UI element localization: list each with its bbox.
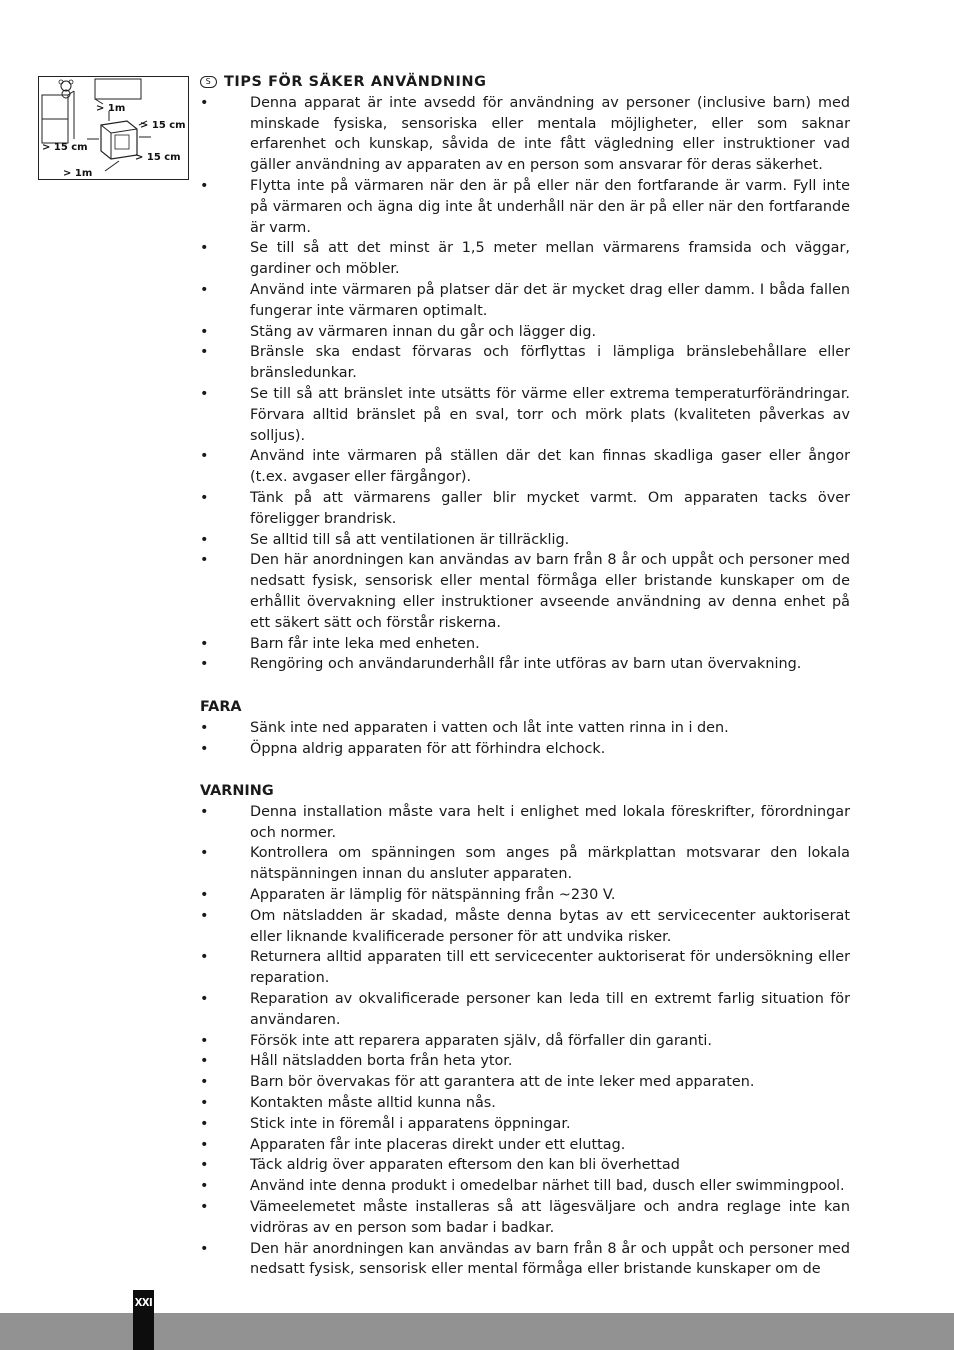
list-item: • Täck aldrig över apparaten eftersom den kan bli överhettad [200, 1155, 850, 1176]
list-item: • Öppna aldrig apparaten för att förhindra elchock. [200, 739, 850, 760]
clearance-diagram [38, 76, 189, 180]
list-item: • Flytta inte på värmaren när den är på eller när den fortfarande är varm. Fyll inte på värmaren och ägna dig inte åt underhåll när den är på eller när den fortfarande är varm. [200, 176, 850, 238]
page-number: XXI [133, 1290, 154, 1350]
list-item: • Kontakten måste alltid kunna nås. [200, 1093, 850, 1114]
list-item: • Stick inte in föremål i apparatens öppningar. [200, 1114, 850, 1135]
list-item: • Håll nätsladden borta från heta ytor. [200, 1051, 850, 1072]
list-item: • Den här anordningen kan användas av barn från 8 år och uppåt och personer med nedsatt fysisk, sensorisk eller mental förmåga eller bristande kunskaper om de erhållit övervakning eller instruktioner avseende användning av denna enhet på ett säkert sätt och förstår riskerna. [200, 550, 850, 633]
fara-heading: FARA [200, 698, 242, 715]
safety-title: TIPS FÖR SÄKER ANVÄNDNING [224, 74, 487, 90]
list-item: • Använd inte värmaren på ställen där det kan finnas skadliga gaser eller ångor (t.ex. avgaser eller färgångor). [200, 446, 850, 488]
list-item: • Se alltid till så att ventilationen är tillräcklig. [200, 530, 850, 551]
main-content [200, 72, 850, 1280]
varning-heading: VARNING [200, 783, 274, 800]
list-item: • Kontrollera om spänningen som anges på märkplattan motsvarar den lokala nätspänningen innan du ansluter apparaten. [200, 843, 850, 885]
list-item: • Denna apparat är inte avsedd för användning av personer (inclusive barn) med minskade fysiska, sensoriska eller mentala möjligheter, eller som saknar erfarenhet och kunskap, såvida de inte fått vägledning eller instruktioner vad gäller användning av apparaten av en person som ansvarar för deras säkerhet. [200, 93, 850, 176]
list-item: • Denna installation måste vara helt i enlighet med lokala föreskrifter, förordningar och normer. [200, 802, 850, 844]
list-item: • Om nätsladden är skadad, måste denna bytas av ett servicecenter auktoriserat eller liknande kvalificerade personer för att undvika risker. [200, 906, 850, 948]
list-item: • Försök inte att reparera apparaten själv, då förfaller din garanti. [200, 1031, 850, 1052]
list-item: • Barn får inte leka med enheten. [200, 634, 850, 655]
list-item: • Se till så att bränslet inte utsätts för värme eller extrema temperaturförändringar. Förvara alltid bränslet på en sval, torr och mörk plats (kvaliteten påverkas av solljus). [200, 384, 850, 446]
label-right-15cm-lower: > 15 cm [135, 152, 181, 163]
list-item: • Barn bör övervakas för att garantera att de inte leker med apparaten. [200, 1072, 850, 1093]
varning-list [200, 802, 850, 1280]
list-item: • Använd inte värmaren på platser där det är mycket drag eller damm. I båda fallen fungerar inte värmaren optimalt. [200, 280, 850, 322]
list-item: • Apparaten är lämplig för nätspänning från ~230 V. [200, 885, 850, 906]
safety-heading [200, 72, 850, 93]
fara-list [200, 718, 850, 760]
list-item: • Apparaten får inte placeras direkt under ett eluttag. [200, 1135, 850, 1156]
list-item: • Den här anordningen kan användas av barn från 8 år och uppåt och personer med nedsatt fysisk, sensorisk eller mental förmåga eller bristande kunskaper om de [200, 1239, 850, 1281]
list-item: • Sänk inte ned apparaten i vatten och låt inte vatten rinna in i den. [200, 718, 850, 739]
list-item: • Rengöring och användarunderhåll får inte utföras av barn utan övervakning. [200, 654, 850, 675]
list-item: • Returnera alltid apparaten till ett servicecenter auktoriserat för undersökning eller reparation. [200, 947, 850, 989]
clearance-illustration [39, 77, 190, 181]
label-top-1m: > 1m [96, 103, 126, 114]
label-right-15cm-upper: > 15 cm [140, 120, 186, 131]
language-badge: S [200, 76, 217, 88]
safety-list [200, 93, 850, 675]
list-item: • Stäng av värmaren innan du går och lägger dig. [200, 322, 850, 343]
label-bottom-1m: > 1m [63, 168, 93, 179]
list-item: • Reparation av okvalificerade personer kan leda till en extremt farlig situation för användaren. [200, 989, 850, 1031]
label-left-15cm: > 15 cm [42, 142, 88, 153]
list-item: • Använd inte denna produkt i omedelbar närhet till bad, dusch eller swimmingpool. [200, 1176, 850, 1197]
list-item: • Bränsle ska endast förvaras och förflyttas i lämpliga bränslebehållare eller bränsledunkar. [200, 342, 850, 384]
list-item: • Se till så att det minst är 1,5 meter mellan värmarens framsida och väggar, gardiner och möbler. [200, 238, 850, 280]
list-item: • Vämeelemetet måste installeras så att lägesväljare och andra reglage inte kan vidröras av en person som badar i badkar. [200, 1197, 850, 1239]
list-item: • Tänk på att värmarens galler blir mycket varmt. Om apparaten tacks över föreligger brandrisk. [200, 488, 850, 530]
